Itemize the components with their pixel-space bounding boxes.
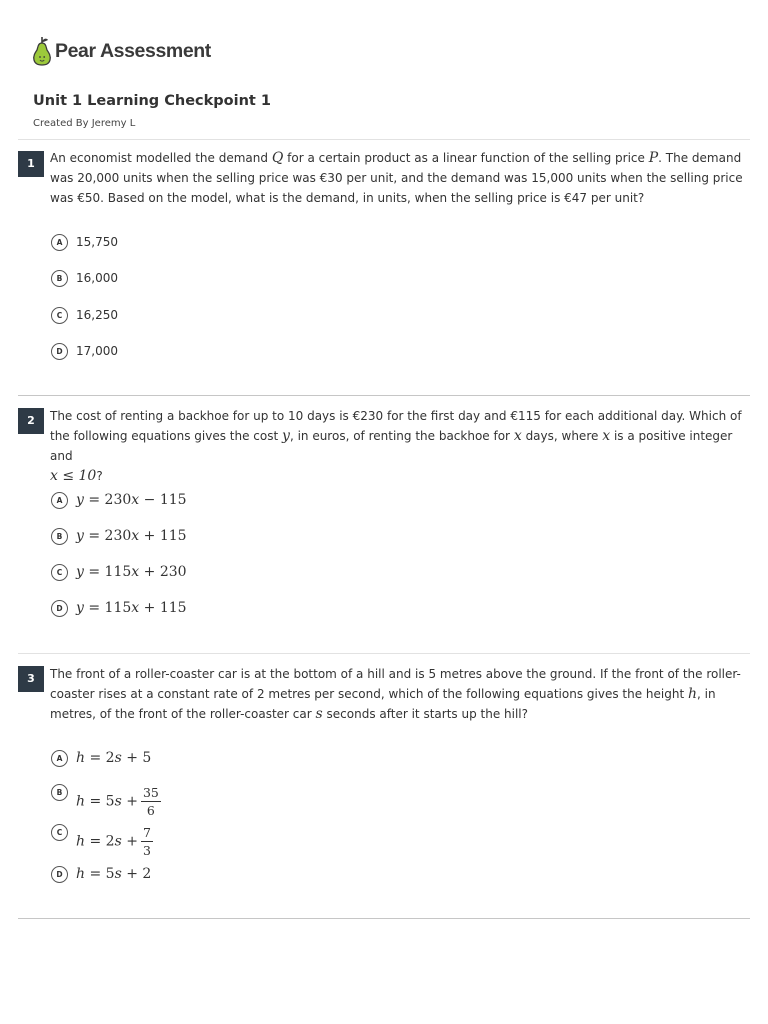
math-expression: + 230 [139, 564, 187, 580]
question-text-part: . The demand was 20,000 units when the selling price was €30 per unit, and the demand was 15,000 units when the selling price was €50. Based on the model, what is the demand, in units, when the selling price is €47 per unit? [50, 151, 743, 205]
fraction-denominator: 3 [142, 842, 151, 858]
fraction-denominator: 6 [146, 802, 155, 818]
question-text-part: , in euros, of renting the backhoe for [289, 429, 510, 443]
math-variable: h [687, 686, 698, 702]
answer-option-2d[interactable] [51, 597, 187, 619]
option-equation [76, 600, 187, 616]
fraction [141, 784, 161, 819]
option-letter: A [51, 492, 68, 509]
question-text-part: , in metres, of the front of the roller-coaster car [50, 687, 716, 721]
fraction [141, 824, 153, 859]
answer-option-1b[interactable] [51, 267, 118, 289]
option-letter: C [51, 824, 68, 841]
math-expression: + 5 [121, 750, 152, 766]
math-expression: = 230 [88, 528, 132, 544]
option-letter: B [51, 784, 68, 801]
math-variable: s [114, 750, 122, 766]
math-expression: + 2 [121, 866, 152, 882]
answer-option-3b[interactable] [51, 782, 161, 820]
question-number-1: 1 [18, 151, 44, 177]
author-line: Created By Jeremy L [33, 118, 136, 129]
math-expression: + 115 [139, 528, 187, 544]
math-expression: = 115 [88, 600, 132, 616]
math-variable: s [114, 833, 122, 849]
math-variable: s [114, 793, 122, 809]
question-text-part: for a certain product as a linear function of the selling price [287, 151, 645, 165]
answer-option-2a[interactable] [51, 489, 187, 511]
math-variable: x [513, 428, 522, 444]
math-expression: + [121, 833, 138, 849]
answer-option-3c[interactable] [51, 822, 153, 860]
question-number-3: 3 [18, 666, 44, 692]
math-expression: = 5 [89, 866, 115, 882]
answer-option-1a[interactable] [51, 231, 118, 253]
math-variable: s [315, 706, 323, 722]
option-letter: A [51, 234, 68, 251]
math-variable: y [76, 564, 84, 580]
option-letter: A [51, 750, 68, 767]
answer-option-2c[interactable] [51, 561, 187, 583]
option-letter: C [51, 564, 68, 581]
divider [18, 653, 750, 654]
page-title: Unit 1 Learning Checkpoint 1 [33, 93, 271, 109]
option-text: 16,000 [76, 271, 118, 285]
math-variable: x [131, 528, 140, 544]
question-text-part: ? [96, 469, 103, 483]
math-expression: = 2 [89, 750, 115, 766]
divider [18, 918, 750, 919]
option-equation [76, 750, 151, 766]
math-variable: P [648, 150, 659, 166]
option-text: 15,750 [76, 235, 118, 249]
math-variable: s [114, 866, 122, 882]
question-2-text [50, 406, 746, 486]
math-expression: = 230 [88, 492, 132, 508]
option-equation [76, 824, 153, 859]
math-inequality: x ≤ 10 [50, 468, 97, 484]
math-expression: − 115 [139, 492, 187, 508]
option-letter: D [51, 343, 68, 360]
question-text-part: An economist modelled the demand [50, 151, 268, 165]
question-text-part: is a positive integer and [50, 429, 733, 463]
question-text-part: The front of a roller-coaster car is at the bottom of a hill and is 5 metres above the ground. If the front of the roller-coaster rises at a constant rate of 2 metres per second, which of the following equations gives the height [50, 667, 741, 701]
answer-option-2b[interactable] [51, 525, 187, 547]
option-letter: D [51, 866, 68, 883]
option-equation [76, 784, 161, 819]
option-text: 16,250 [76, 308, 118, 322]
option-text: 17,000 [76, 344, 118, 358]
question-text-part: days, where [525, 429, 599, 443]
math-expression: = 5 [89, 793, 115, 809]
math-expression: = 2 [89, 833, 115, 849]
answer-option-3a[interactable] [51, 747, 151, 769]
math-variable: y [76, 528, 84, 544]
question-1-text [50, 148, 746, 208]
question-text-part: seconds after it starts up the hill? [326, 707, 528, 721]
math-variable: h [76, 793, 86, 809]
math-expression: = 115 [88, 564, 132, 580]
fraction-numerator: 35 [142, 784, 159, 800]
option-letter: D [51, 600, 68, 617]
pear-logo [32, 36, 211, 66]
answer-option-1c[interactable] [51, 304, 118, 326]
math-variable: Q [271, 150, 284, 166]
option-equation [76, 866, 151, 882]
answer-option-3d[interactable] [51, 863, 151, 885]
math-variable: h [76, 833, 86, 849]
brand-name: Pear Assessment [55, 39, 211, 62]
option-letter: B [51, 528, 68, 545]
divider [18, 139, 750, 140]
math-variable: x [131, 564, 140, 580]
math-variable: y [76, 492, 84, 508]
math-expression: + 115 [139, 600, 187, 616]
option-equation [76, 528, 187, 544]
fraction-numerator: 7 [142, 824, 151, 840]
divider [18, 395, 750, 396]
pear-icon [32, 36, 52, 66]
math-variable: x [131, 600, 140, 616]
question-text-part: The cost of renting a backhoe for up to 10 days is €230 for the first day and €115 for each additional day. Which of the following equations gives the cost [50, 409, 742, 443]
question-number-2: 2 [18, 408, 44, 434]
math-expression: + [121, 793, 138, 809]
math-variable: y [76, 600, 84, 616]
option-equation [76, 492, 187, 508]
option-letter: C [51, 307, 68, 324]
math-variable: h [76, 866, 86, 882]
option-letter: B [51, 270, 68, 287]
answer-option-1d[interactable] [51, 340, 118, 362]
question-3-text [50, 664, 746, 724]
math-variable: x [131, 492, 140, 508]
math-variable: x [602, 428, 611, 444]
option-equation [76, 564, 187, 580]
math-variable: h [76, 750, 86, 766]
math-variable: y [282, 428, 290, 444]
